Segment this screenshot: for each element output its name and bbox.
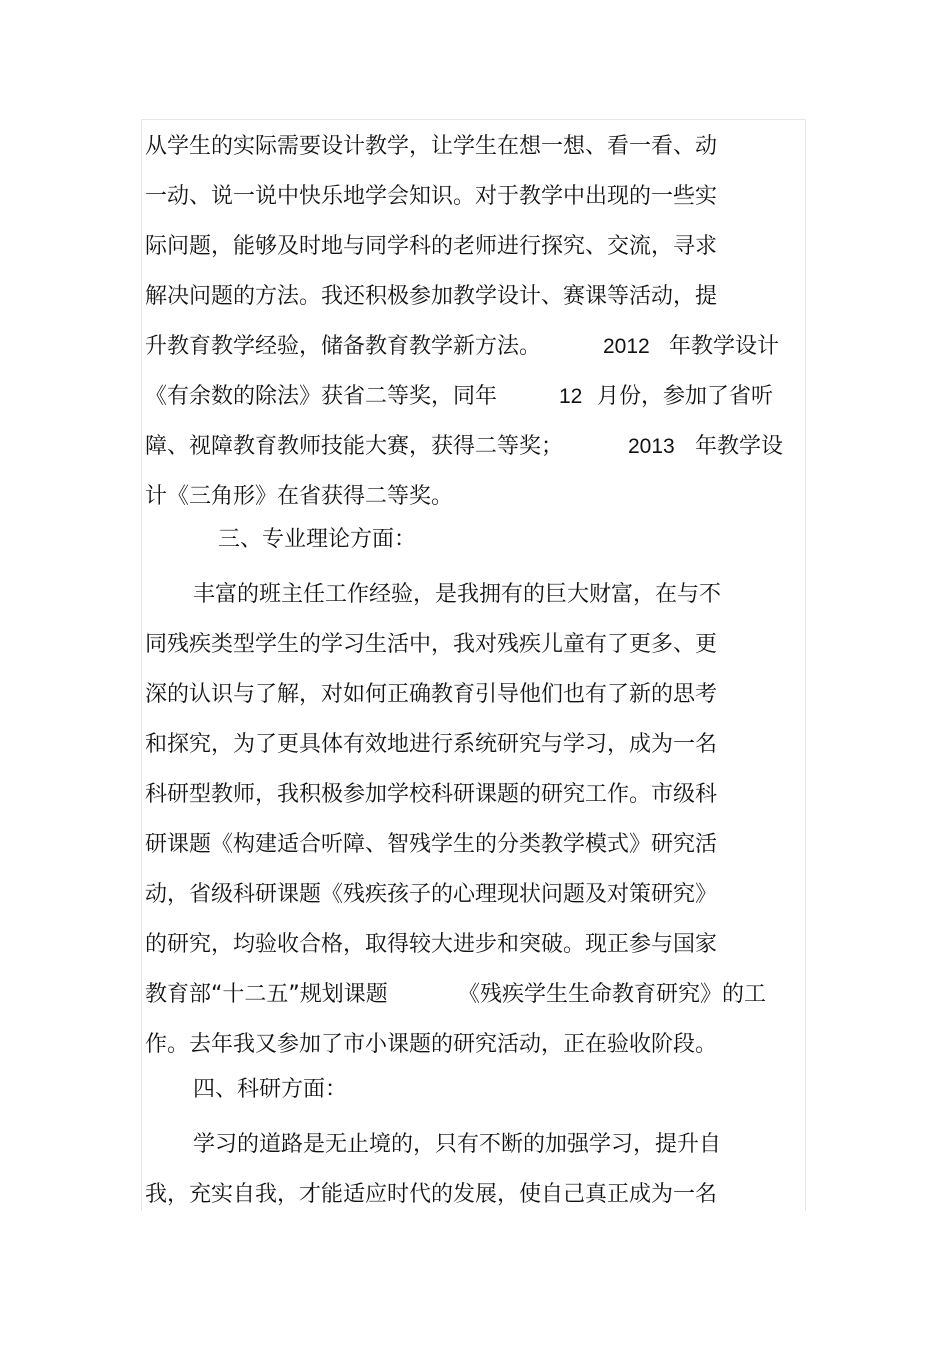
- text-line: 升教育教学经验，储备教育教学新方法。: [145, 334, 542, 359]
- year-number: 2012: [603, 335, 650, 358]
- text-line: 作。去年我又参加了市小课题的研究活动，正在验收阶段。: [145, 1032, 718, 1057]
- text-line: 同残疾类型学生的学习生活中，我对残疾儿童有了更多、更: [145, 632, 718, 657]
- text-line: 动，省级科研课题《残疾孩子的心理现状问题及对策研究》: [145, 882, 718, 907]
- month-number: 12: [559, 385, 583, 408]
- text-line: 际问题，能够及时地与同学科的老师进行探究、交流，寻求: [145, 234, 718, 259]
- text-line: 一动、说一说中快乐地学会知识。对于教学中出现的一些实: [145, 184, 718, 209]
- text-line: 的研究，均验收合格，取得较大进步和突破。现正参与国家: [145, 932, 718, 957]
- section-heading: 三、专业理论方面：: [218, 527, 417, 552]
- section-heading: 四、科研方面：: [193, 1077, 348, 1102]
- text-line: 解决问题的方法。我还积极参加教学设计、赛课等活动，提: [145, 284, 718, 309]
- text-line: 从学生的实际需要设计教学，让学生在想一想、看一看、动: [145, 134, 718, 159]
- year-number: 2013: [628, 435, 675, 458]
- text-line: 障、视障教育教师技能大赛，获得二等奖；: [145, 434, 564, 459]
- text-line: 《有余数的除法》获省二等奖，同年: [145, 384, 498, 409]
- text-line: 教育部“十二五”规划课题: [145, 982, 388, 1007]
- paragraph-first-line: 丰富的班主任工作经验，是我拥有的巨大财富，在与不: [193, 582, 722, 607]
- text-line: 科研型教师，我积极参加学校科研课题的研究工作。市级科: [145, 782, 718, 807]
- text-line-fragment: 年教学设计: [669, 334, 780, 359]
- text-line: 我，充实自我，才能适应时代的发展，使自己真正成为一名: [145, 1182, 718, 1207]
- text-line-fragment: 《残疾学生生命教育研究》的工: [458, 982, 767, 1007]
- text-line: 研课题《构建适合听障、智残学生的分类教学模式》研究活: [145, 832, 718, 857]
- text-line: 深的认识与了解，对如何正确教育引导他们也有了新的思考: [145, 682, 718, 707]
- paragraph-first-line: 学习的道路是无止境的，只有不断的加强学习，提升自: [193, 1132, 722, 1157]
- text-line: 计《三角形》在省获得二等奖。: [145, 484, 454, 509]
- text-line-fragment: 月份，参加了省听: [597, 384, 774, 409]
- text-line-fragment: 年教学设: [695, 434, 784, 459]
- text-line: 和探究，为了更具体有效地进行系统研究与学习，成为一名: [145, 732, 718, 757]
